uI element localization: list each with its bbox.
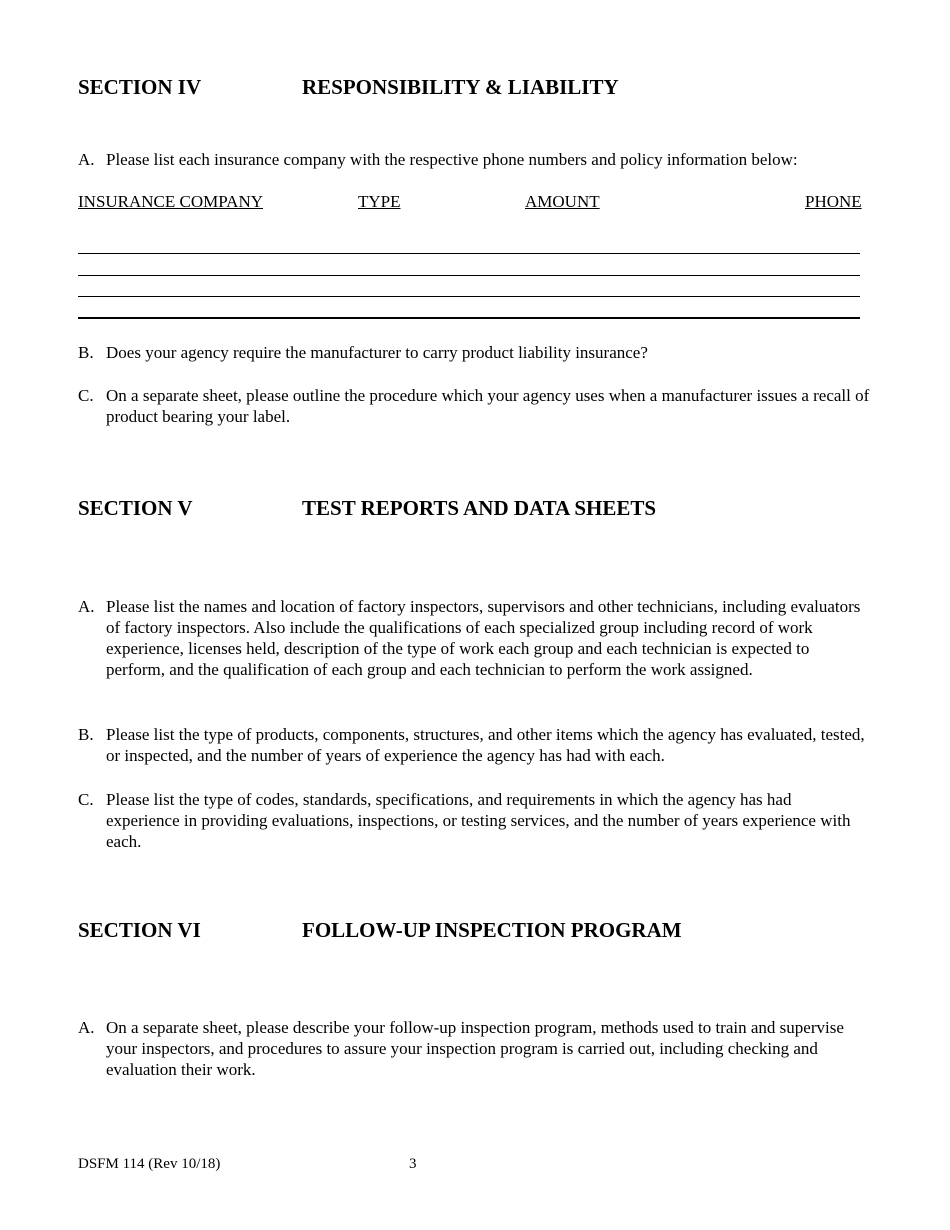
item-label: B. bbox=[78, 725, 94, 744]
col-header-amount: AMOUNT bbox=[525, 192, 600, 211]
item-text: Please list the type of codes, standards, specifications, and requirements in which the agency has had experience in providing evaluations, inspections, or testing services, and the number of years experience with each. bbox=[106, 790, 851, 851]
insurance-entry-line-2[interactable] bbox=[78, 275, 860, 276]
section-4-item-b bbox=[78, 342, 878, 363]
item-text: Please list the names and location of factory inspectors, supervisors and other technicians, including evaluators of factory inspectors. Also include the qualifications of each specialized group including record of work experience, licenses held, description of the type of work each group and each technician is expected to perform, and the qualification of each group and each technician to perform the work assigned. bbox=[106, 597, 861, 679]
item-text: On a separate sheet, please outline the procedure which your agency uses when a manufacturer issues a recall of product bearing your label. bbox=[106, 386, 870, 426]
section-5-title: TEST REPORTS AND DATA SHEETS bbox=[302, 496, 657, 520]
section-6-number: SECTION VI bbox=[78, 918, 201, 942]
item-text: On a separate sheet, please describe your follow-up inspection program, methods used to train and supervise your inspectors, and procedures to assure your inspection program is carried out, including checking and evaluation their work. bbox=[106, 1018, 844, 1079]
col-header-type: TYPE bbox=[358, 192, 401, 211]
section-4-title: RESPONSIBILITY & LIABILITY bbox=[302, 75, 619, 99]
form-id: DSFM 114 (Rev 10/18) bbox=[78, 1156, 221, 1172]
item-label: C. bbox=[78, 790, 94, 809]
section-4-item-c bbox=[78, 385, 870, 427]
item-text: Does your agency require the manufacturer to carry product liability insurance? bbox=[106, 343, 648, 362]
insurance-entry-line-3[interactable] bbox=[78, 296, 860, 297]
item-label: A. bbox=[78, 150, 95, 169]
section-4-number: SECTION IV bbox=[78, 75, 202, 99]
section-5-number: SECTION V bbox=[78, 496, 193, 520]
item-text: Please list the type of products, components, structures, and other items which the agency has evaluated, tested, or inspected, and the number of years of experience the agency has had with each. bbox=[106, 725, 865, 765]
section-5-item-c bbox=[78, 789, 868, 852]
insurance-entry-line-4[interactable] bbox=[78, 317, 860, 319]
section-5-item-a bbox=[78, 596, 868, 680]
item-text: Please list each insurance company with the respective phone numbers and policy information below: bbox=[106, 150, 798, 169]
insurance-entry-line-1[interactable] bbox=[78, 253, 860, 254]
col-header-insurance-company: INSURANCE COMPANY bbox=[78, 192, 263, 211]
section-4-item-a bbox=[78, 149, 888, 170]
col-header-phone: PHONE bbox=[805, 192, 862, 211]
item-label: A. bbox=[78, 1018, 95, 1037]
item-label: A. bbox=[78, 597, 95, 616]
page-number: 3 bbox=[409, 1156, 417, 1172]
item-label: C. bbox=[78, 386, 94, 405]
section-5-item-b bbox=[78, 724, 870, 766]
item-label: B. bbox=[78, 343, 94, 362]
section-6-item-a bbox=[78, 1017, 868, 1080]
section-6-title: FOLLOW-UP INSPECTION PROGRAM bbox=[302, 918, 682, 942]
